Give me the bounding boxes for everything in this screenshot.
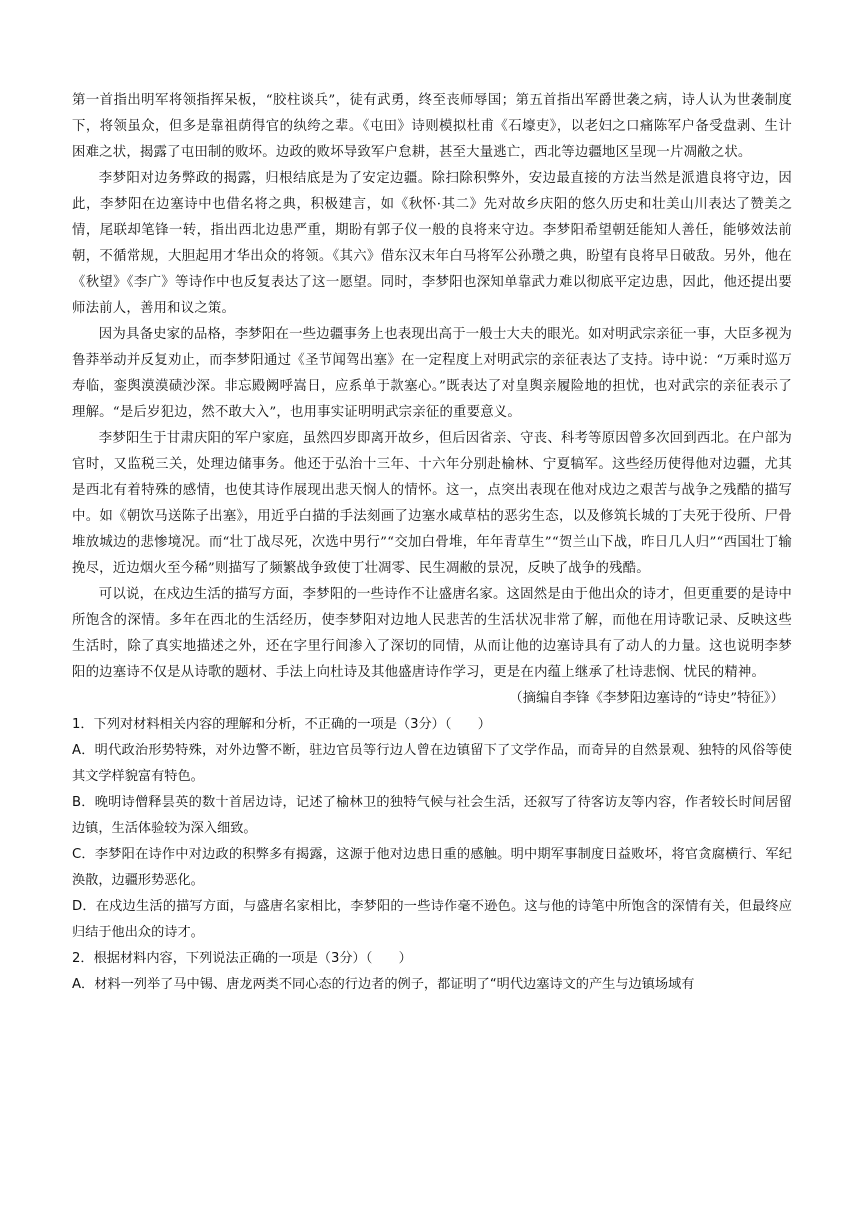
question-1-option-d: D．在戍边生活的描写方面，与盛唐名家相比，李梦阳的一些诗作毫不逊色。这与他的诗笔中所饱含的深情有关，但最终应归结于他出众的诗才。 bbox=[72, 899, 792, 940]
document-page bbox=[72, 88, 792, 998]
passage-paragraph: 李梦阳生于甘肃庆阳的军户家庭，虽然四岁即离开故乡，但后因省亲、守丧、科考等原因曾多次回到西北。在户部为官时，又监税三关，处理边储事务。他还于弘治十三年、十六年分别赴榆林、宁夏犒军。这些经历使得他对边疆，尤其是西北有着特殊的感情，也使其诗作展现出悲天悯人的情怀。这一，点突出表现在他对戍边之艰苦与战争之残酷的描写中。如《朝饮马送陈子出塞》，用近乎白描的手法刻画了边塞水咸草枯的恶劣生态，以及修筑长城的丁夫死于役所、尸骨堆放城边的悲惨境况。而“壮丁战尽死，次选中男行”“交加白骨堆，年年青草生”“贺兰山下战，昨日几人归”“西国壮丁输挽尽，近边烟火至今稀”则描写了频繁战争致使丁壮凋零、民生凋敝的景况，反映了战争的残酷。 bbox=[72, 431, 792, 576]
question-2-option-a: A．材料一列举了马中锡、唐龙两类不同心态的行边者的例子，都证明了“明代边塞诗文的产生与边镇场域有 bbox=[72, 977, 695, 992]
passage-paragraph: 可以说，在戍边生活的描写方面，李梦阳的一些诗作不让盛唐名家。这固然是由于他出众的诗才，但更重要的是诗中所饱含的深情。多年在西北的生活经历，使李梦阳对边地人民悲苦的生活状况非常了解，而他在用诗歌记录、反映这些生活时，除了真实地描述之外，还在字里行间渗入了深切的同情，从而让他的边塞诗具有了动人的力量。这也说明李梦阳的边塞诗不仅是从诗歌的题材、手法上向杜诗及其他盛唐诗作学习，更是在内蕴上继承了杜诗悲悯、忧民的精神。 bbox=[72, 587, 792, 680]
question-1-option-b: B．晚明诗僧释昙英的数十首居边诗，记述了榆林卫的独特气候与社会生活，还叙写了待客访友等内容，作者较长时间居留边镇，生活体验较为深入细致。 bbox=[72, 795, 792, 836]
question-1-option-c: C．李梦阳在诗作中对边政的积弊多有揭露，这源于他对边患日重的感触。明中期军事制度日益败坏，将官贪腐横行、军纪涣散，边疆形势恶化。 bbox=[72, 847, 792, 888]
passage-paragraph: 因为具备史家的品格，李梦阳在一些边疆事务上也表现出高于一般士大夫的眼光。如对明武宗亲征一事，大臣多视为鲁莽举动并反复劝止，而李梦阳通过《圣节闻驾出塞》在一定程度上对明武宗的亲征表达了支持。诗中说：“万乘时巡万寿临，銮舆漠漠碛沙深。非忘殿阙呼嵩日，应系单于款塞心。”既表达了对皇舆亲履险地的担忧，也对武宗的亲征表示了理解。“是后岁犯边，然不敢大入”，也用事实证明明武宗亲征的重要意义。 bbox=[72, 327, 792, 420]
question-1-stem: 1．下列对材料相关内容的理解和分析，不正确的一项是（3分）（ ） bbox=[72, 717, 491, 732]
question-1-option-a: A．明代政治形势特殊，对外边警不断，驻边官员等行边人曾在边镇留下了文学作品，而奇异的自然景观、独特的风俗等使其文学样貌富有特色。 bbox=[72, 743, 792, 784]
passage-paragraph: 第一首指出明军将领指挥呆板，“胶柱谈兵”，徒有武勇，终至丧师辱国；第五首指出军爵世袭之病，诗人认为世袭制度下，将领虽众，但多是靠祖荫得官的纨绔之辈。《屯田》诗则模拟杜甫《石壕吏》，以老妇之口痛陈军户备受盘剥、生计困难之状，揭露了屯田制的败坏。边政的败坏导致军户怠耕，甚至大量逃亡，西北等边疆地区呈现一片凋敝之状。 bbox=[72, 93, 792, 160]
question-2-stem: 2．根据材料内容，下列说法正确的一项是（3分）（ ） bbox=[72, 951, 412, 966]
passage-source: （摘编自李锋《李梦阳边塞诗的“诗史”特征》） bbox=[509, 691, 784, 706]
passage-paragraph: 李梦阳对边务弊政的揭露，归根结底是为了安定边疆。除扫除积弊外，安边最直接的方法当然是派遣良将守边，因此，李梦阳在边塞诗中也借名将之典，积极建言，如《秋怀·其二》先对故乡庆阳的悠久历史和壮美山川表达了赞美之情，尾联却笔锋一转，指出西北边患严重，期盼有郭子仪一般的良将来守边。李梦阳希望朝廷能知人善任，能够效法前朝，不循常规，大胆起用才华出众的将领。《其六》借东汉末年白马将军公孙瓒之典，盼望有良将早日破敌。另外，他在《秋望》《李广》等诗作中也反复表达了这一愿望。同时，李梦阳也深知单靠武力难以彻底平定边患，因此，他还提出要师法前人，善用和议之策。 bbox=[72, 171, 792, 316]
